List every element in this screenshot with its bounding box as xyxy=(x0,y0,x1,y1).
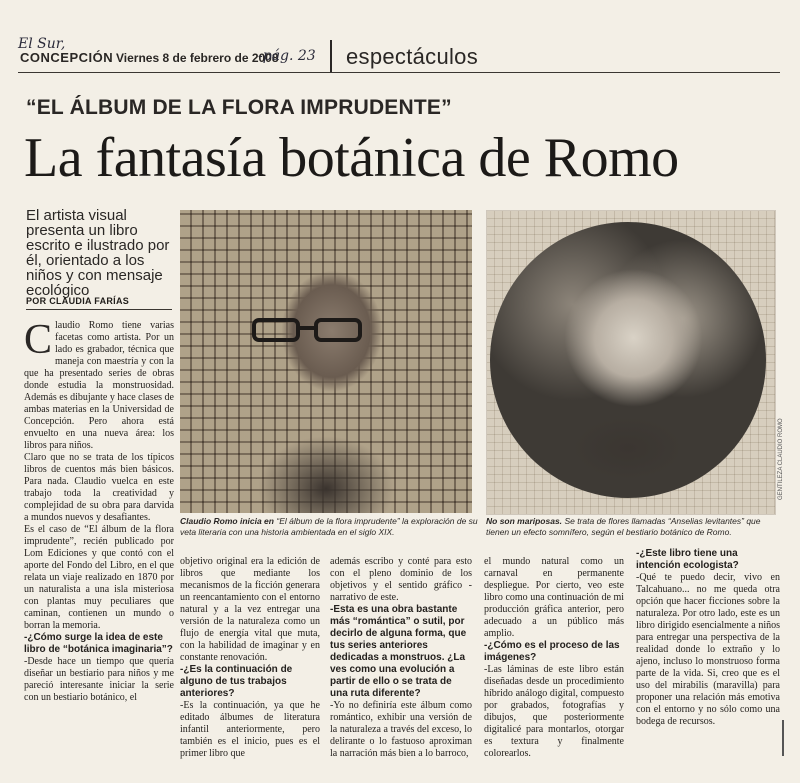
column-rule xyxy=(782,720,784,756)
circular-illustration xyxy=(490,222,766,498)
handwritten-source-note: El Sur, xyxy=(18,36,66,52)
illustration-caption xyxy=(486,516,776,538)
portrait-caption xyxy=(180,516,480,538)
illustration-caption-lead: No son mariposas. xyxy=(486,516,563,526)
body-paragraph: Es el caso de “El álbum de la flora imprudente”, recién publicado por Lom Ediciones y que contó con el aporte del Fondo del Libro, en el que relata un viaje realizado en 1870 por un naturalista a una isla misteriosa con plantas muy peculiares que caminan, contienen un mundo o borran la memoria. xyxy=(24,524,174,631)
body-column-2 xyxy=(180,556,320,759)
section-name: espectáculos xyxy=(346,44,479,69)
body-paragraph: Claro que no se trata de los típicos libros de cuentos más bien básicos. Para nada. Claudio vuelca en este trabajo toda la creatividad y complejidad de su obra para darvida a mundos nuevos y desafiantes. xyxy=(24,452,174,523)
interview-question: -¿Este libro tiene una intención ecologista? xyxy=(636,548,739,571)
interview-answer: -Qué te puedo decir, vivo en Talcahuano... no me queda otra opción que hacer ficciones sobre la naturaleza. Por otro lado, este es un libro dirigido esencialmente a niños para entregar una perspectiva de la realidad donde lo extraño y lo ajeno, incluso lo monstruoso forma parte de la vida. Si, creo que es el uso del mirabilis (maravilla) para proponer una relación más emotiva con el entorno y no sólo como una bodega de recursos. xyxy=(636,572,780,727)
article-deck: El artista visual presenta un libro escrito e ilustrado por él, orientado a los niños y con mensaje ecológico xyxy=(26,207,170,299)
body-column-4 xyxy=(484,556,624,759)
article-kicker: “EL ÁLBUM DE LA FLORA IMPRUDENTE” xyxy=(26,96,452,119)
body-paragraph: laudio Romo tiene varias facetas como artista. Por un lado es grabador, técnica que maneja con maestría y con la que ha presentado series de obras donde estudia la monstruosidad. Además es dibujante y hace clases de ambas materias en la Universidad de Concepción. Pero ahora está envuelto en una nueva área: los libros para niños. xyxy=(24,320,174,451)
handwritten-page-number: -pág. 23 xyxy=(258,48,316,64)
portrait-photo xyxy=(180,210,472,513)
interview-answer: -Yo no definiría este álbum como romántico, exhibir una versión de la naturaleza a través del exceso, lo delirante o lo fastuoso aproximan la narración más bien a lo barroco, xyxy=(330,700,472,759)
photo-credit: GENTILEZA CLAUDIO ROMO xyxy=(778,418,784,500)
drop-cap: C xyxy=(24,317,53,363)
body-column-1 xyxy=(24,317,174,732)
interview-answer: objetivo original era la edición de libros que mediante los mecanismos de la ficción generara un reencantamiento con el entorno natural y a la vez entregar una versión de la naturaleza como un flujo de energía vital que muta, con la habilidad de imaginar y en constante renovación. xyxy=(180,556,320,663)
header-city: CONCEPCIÓN xyxy=(20,50,114,65)
interview-answer: además escribo y conté para esto con el pleno dominio de los objetivos y el sentido gráfico - narrativo de este. xyxy=(330,556,472,603)
interview-answer: -Es la continuación, ya que he editado álbumes de literatura infantil anteriormente, pero también es el inicio, pues es el primer libro que xyxy=(180,700,320,759)
interview-question: -¿Cómo es el proceso de las imágenes? xyxy=(484,640,620,663)
byline-rule xyxy=(26,309,172,310)
portrait-caption-lead: Claudio Romo inicia en xyxy=(180,516,274,526)
header-divider xyxy=(330,40,332,72)
interview-question: -¿Es la continuación de alguno de tus trabajos anteriores? xyxy=(180,664,293,699)
article-byline: POR CLAUDIA FARÍAS xyxy=(26,296,130,306)
interview-answer: -Las láminas de este libro están diseñadas desde un procedimiento híbrido análogo digital, compuesto por grabados, fotografías y dibujos, que posteriormente digitalicé para montarlos, otorgar es textura y finalmente colorearlos. xyxy=(484,664,624,759)
interview-question: -Esta es una obra bastante más “romántica” o sutil, por decirlo de alguna forma, que tus series anteriores dedicadas a monstruos. ¿La ves como una evolución a partir de ello o se trata de una ruta diferente? xyxy=(330,604,467,699)
interview-answer: el mundo natural como un carnaval en permanente despliegue. Por cierto, veo este libro como una continuación de mi producción gráfica anterior, pero adecuado a un público más amplio. xyxy=(484,556,624,639)
body-column-5 xyxy=(636,548,780,738)
illustration-caption-text: Se trata de flores llamadas “Anselias levitantes” que tienen un efecto somnífero, según el bestiario botánico de Romo. xyxy=(486,516,761,537)
body-column-3 xyxy=(330,556,472,759)
interview-question: -¿Cómo surge la idea de este libro de “botánica imaginaria”? xyxy=(24,632,173,655)
header-date: Viernes 8 de febrero de 2008 xyxy=(116,51,279,65)
article-headline: La fantasía botánica de Romo xyxy=(24,127,679,189)
glasses-shape xyxy=(248,316,368,344)
portrait-caption-text: “El álbum de la flora imprudente” la exploración de su veta literaria con una historia ambientada en el siglo XIX. xyxy=(180,516,478,537)
header-rule xyxy=(18,72,780,73)
interview-answer: -Desde hace un tiempo que quería diseñar un bestiario para niños y me pareció interesante iniciar la serie con un bestiario botánico, el xyxy=(24,656,174,703)
